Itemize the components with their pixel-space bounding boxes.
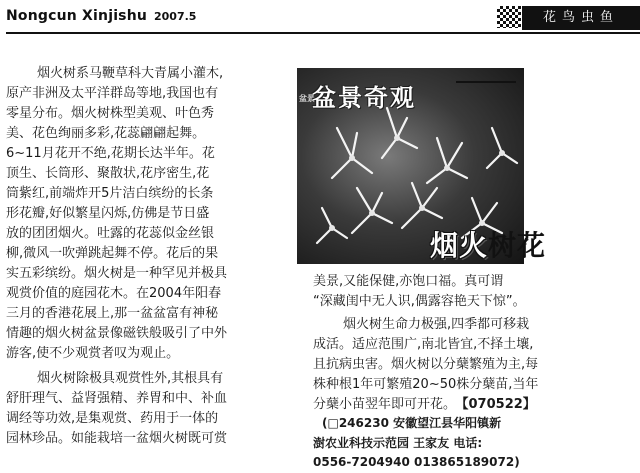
body-line: 原产非洲及太平洋群岛等地,我国也有 bbox=[6, 86, 219, 101]
body-line: 园林珍品。如能栽培一盆烟火树既可赏 bbox=[6, 431, 228, 446]
body-line: 实五彩缤纷。烟火树是一种罕见并极具 bbox=[6, 266, 228, 281]
body-line: 游客,使不少观赏者叹为观止。 bbox=[6, 346, 180, 361]
body-line: 筒紫红,前端炸开5片洁白缤纷的长条 bbox=[6, 186, 214, 201]
body-line: 且抗病虫害。烟火树以分蘖繁殖为主,每 bbox=[313, 357, 539, 372]
body-line: 成活。适应范围广,南北皆宜,不择土壤, bbox=[313, 337, 534, 352]
body-line: “深藏闺中无人识,偶露容艳天下惊”。 bbox=[313, 294, 526, 309]
contact-line: 澍农业科技示范园 王家友 电话: bbox=[313, 436, 483, 450]
article-code: 【070522】 bbox=[462, 397, 536, 412]
body-line: 株种根1年可繁殖20~50株分蘖苗,当年 bbox=[313, 377, 539, 392]
body-line: 烟火树生命力极强,四季都可移栽 bbox=[343, 317, 530, 332]
body-line bbox=[313, 397, 536, 412]
body-line: 情趣的烟火树盆景像磁铁般吸引了中外 bbox=[6, 326, 228, 341]
body-line: 烟火树系马鞭草科大青属小灌木, bbox=[37, 66, 224, 81]
article-title bbox=[430, 230, 546, 262]
magazine-name: Nongcun Xinjishu bbox=[6, 8, 148, 24]
article-title-solid: 树花 bbox=[488, 229, 547, 262]
body-line: 零星分布。烟火树株型美观、叶色秀 bbox=[6, 106, 215, 121]
body-line: 三月的香港花展上,那一盆盆富有神秘 bbox=[6, 306, 219, 321]
body-line-text: 分蘖小苗翌年即可开花。 bbox=[313, 397, 457, 412]
photo-title: 盆景奇观 bbox=[312, 83, 416, 112]
body-line: 顶生、长筒形、聚散状,花序密生,花 bbox=[6, 166, 210, 181]
contact-line: (□246230 安徽望江县华阳镇新 bbox=[322, 416, 502, 430]
body-line: 6~11月花开不绝,花期长达半年。花 bbox=[6, 146, 215, 161]
body-line: 烟火树除极具观赏性外,其根具有 bbox=[37, 371, 224, 386]
article-title-outline: 烟火 bbox=[430, 229, 489, 262]
header-rule bbox=[6, 32, 640, 34]
body-line: 柳,微风一吹弹跳起舞不停。花后的果 bbox=[6, 246, 219, 261]
body-line: 形花瓣,好似繁星闪烁,仿佛是节日盛 bbox=[6, 206, 210, 221]
title-dash bbox=[456, 81, 516, 83]
section-label: 花鸟虫鱼 bbox=[522, 6, 640, 30]
body-line: 舒肝理气、益肾强精、养胃和中、补血 bbox=[6, 391, 228, 406]
contact-line: 0556-7204940 013865189072) bbox=[313, 455, 520, 469]
body-line: 观赏价值的庭园花木。在2004年阳春 bbox=[6, 286, 222, 301]
issue-date: 2007.5 bbox=[154, 10, 197, 23]
body-line: 美景,又能保健,亦饱口福。真可谓 bbox=[313, 274, 504, 289]
body-line: 调经等功效,是集观赏、药用于一体的 bbox=[6, 411, 219, 426]
checker-pattern bbox=[497, 6, 521, 28]
body-line: 美、花色绚丽多彩,花蕊翩翩起舞。 bbox=[6, 126, 206, 141]
photo-ribbon: 盆景 bbox=[299, 94, 315, 103]
body-line: 放的团团烟火。吐露的花蕊似金丝银 bbox=[6, 226, 215, 241]
